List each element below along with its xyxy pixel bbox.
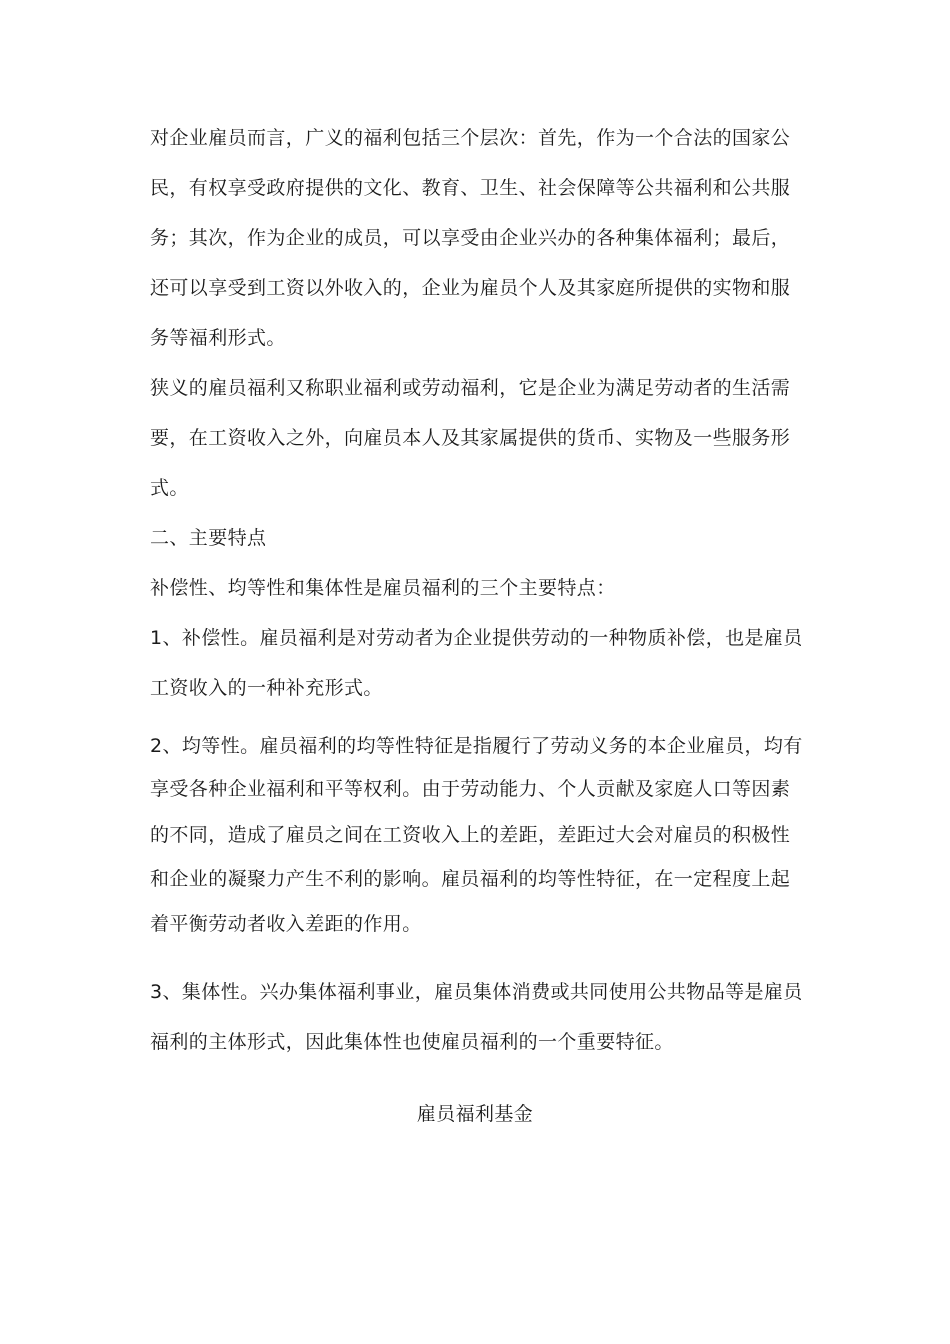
item2-line1: 2、均等性。雇员福利的均等性特征是指履行了劳动义务的本企业雇员，均有 — [150, 735, 803, 757]
paragraph1-line4: 还可以享受到工资以外收入的，企业为雇员个人及其家庭所提供的实物和服 — [150, 277, 791, 299]
paragraph2-line2: 要，在工资收入之外，向雇员本人及其家属提供的货币、实物及一些服务形 — [150, 427, 791, 449]
item2-line3: 的不同，造成了雇员之间在工资收入上的差距，差距过大会对雇员的积极性 — [150, 824, 791, 846]
paragraph2-line1: 狭义的雇员福利又称职业福利或劳动福利，它是企业为满足劳动者的生活需 — [150, 377, 791, 399]
item2-line5: 着平衡劳动者收入差距的作用。 — [150, 913, 422, 935]
paragraph1-line2: 民，有权享受政府提供的文化、教育、卫生、社会保障等公共福利和公共服 — [150, 177, 791, 199]
paragraph2-line3: 式。 — [150, 477, 189, 499]
intro-line: 补偿性、均等性和集体性是雇员福利的三个主要特点： — [150, 577, 616, 599]
item2-line2: 享受各种企业福利和平等权利。由于劳动能力、个人贡献及家庭人口等因素 — [150, 778, 791, 800]
item2-line4: 和企业的凝聚力产生不利的影响。雇员福利的均等性特征，在一定程度上起 — [150, 868, 791, 890]
item3-line1: 3、集体性。兴办集体福利事业，雇员集体消费或共同使用公共物品等是雇员 — [150, 981, 803, 1003]
bottom-title: 雇员福利基金 — [416, 1103, 534, 1125]
item1-line1: 1、补偿性。雇员福利是对劳动者为企业提供劳动的一种物质补偿，也是雇员 — [150, 627, 803, 649]
section-heading: 二、主要特点 — [150, 527, 267, 549]
paragraph1-line1: 对企业雇员而言，广义的福利包括三个层次：首先，作为一个合法的国家公 — [150, 127, 791, 149]
paragraph1-line3: 务；其次，作为企业的成员，可以享受由企业兴办的各种集体福利；最后， — [150, 227, 791, 249]
paragraph1-line5: 务等福利形式。 — [150, 327, 286, 349]
item3-line2: 福利的主体形式，因此集体性也使雇员福利的一个重要特征。 — [150, 1031, 674, 1053]
item1-line2: 工资收入的一种补充形式。 — [150, 677, 383, 699]
